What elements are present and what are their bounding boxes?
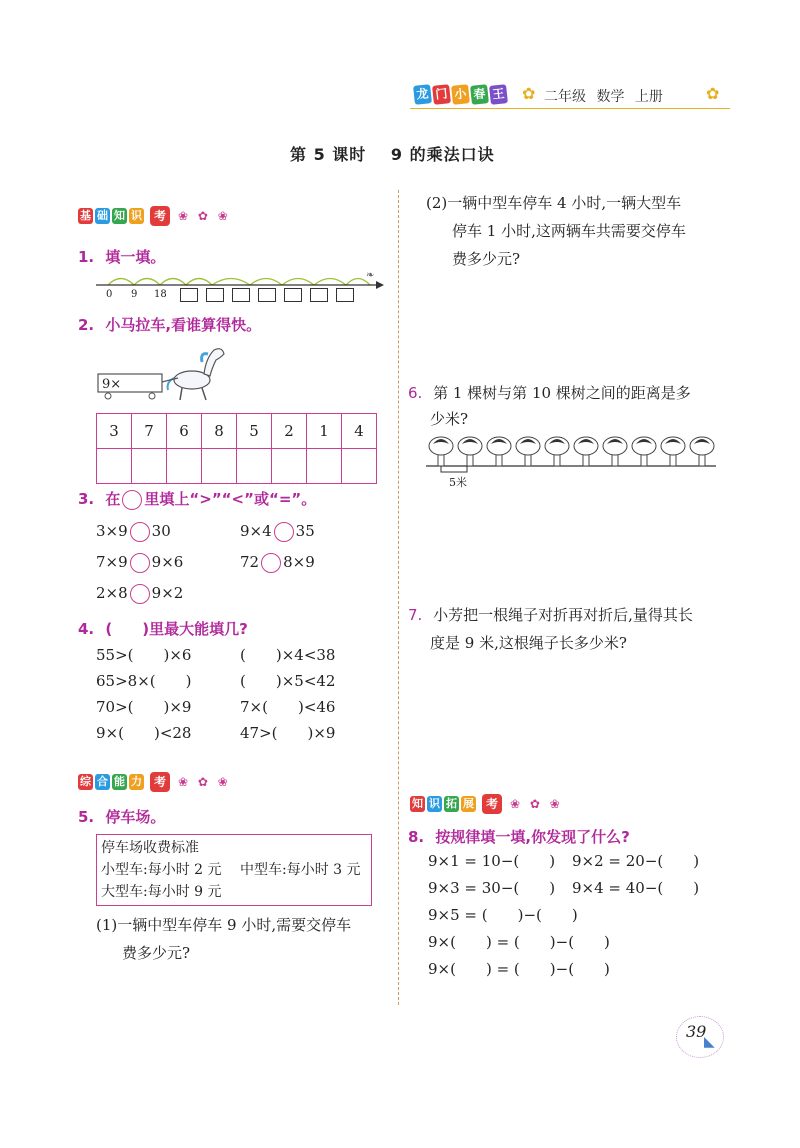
compare-item: 3×9 30 xyxy=(96,522,171,540)
fee-title: 停车场收费标准 xyxy=(101,840,199,856)
jump-arc xyxy=(282,279,314,286)
q3-text-post: 里填上“>”“<”或“=”。 xyxy=(144,490,317,508)
butterfly-icon: ✿ xyxy=(522,84,536,103)
answer-circle[interactable] xyxy=(274,522,294,542)
kao-badge: 考 xyxy=(482,794,502,814)
q7-text: 小芳把一根绳子对折再对折后,量得其长 xyxy=(433,606,693,624)
banner-char: 识 xyxy=(131,209,142,222)
q5-sub2-cont: 费多少元? xyxy=(452,250,521,268)
banner-extension xyxy=(410,794,563,814)
banner-char: 知 xyxy=(114,209,125,222)
pattern-item: 9×2 = 20−( ) xyxy=(572,852,700,870)
fee-large-car: 大型车:每小时 9 元 xyxy=(101,884,222,900)
jump-arc xyxy=(108,279,134,286)
compare-item: 72 8×9 xyxy=(240,553,315,571)
answer-box[interactable] xyxy=(206,288,224,302)
butterfly-icon: ❀ ✿ ❀ xyxy=(510,797,563,811)
cart-wheel xyxy=(105,393,111,399)
banner-char: 础 xyxy=(97,209,108,222)
q1-title xyxy=(78,246,165,267)
fill-item: ( )×5<42 xyxy=(240,672,336,690)
q7-question xyxy=(408,604,693,625)
rabbit-icon: ❧ xyxy=(366,270,375,281)
pattern-item: 9×3 = 30−( ) xyxy=(428,879,556,897)
fill-item: 9×( )<28 xyxy=(96,724,192,742)
banner-char: 基 xyxy=(80,209,91,222)
jump-arc xyxy=(250,279,282,286)
answer-circle[interactable] xyxy=(261,553,281,573)
brand-logo xyxy=(414,84,507,104)
banner-basic-knowledge xyxy=(78,206,231,226)
horse-cart-illustration xyxy=(96,336,236,406)
fill-item: ( )×4<38 xyxy=(240,646,336,664)
banner-char: 合 xyxy=(97,775,108,788)
number-cell: 5 xyxy=(237,414,272,449)
pattern-item: 9×( ) = ( )−( ) xyxy=(428,960,610,978)
tree xyxy=(458,437,482,466)
banner-char: 展 xyxy=(463,797,474,810)
answer-cell[interactable] xyxy=(132,449,167,484)
tree xyxy=(516,437,540,466)
banner-char: 力 xyxy=(131,775,142,788)
header-subject: 数学 xyxy=(596,89,625,105)
number-cell: 6 xyxy=(167,414,202,449)
brand-char: 春 xyxy=(470,84,489,105)
cart-wheel xyxy=(149,393,155,399)
banner-char: 知 xyxy=(412,797,423,810)
table-row xyxy=(97,449,377,484)
fill-item: 70>( )×9 xyxy=(96,698,192,716)
circle-icon xyxy=(122,490,142,510)
brand-char: 小 xyxy=(451,84,470,105)
answer-cell[interactable] xyxy=(167,449,202,484)
fill-item: 55>( )×6 xyxy=(96,646,192,664)
gap-label: 5米 xyxy=(449,476,467,489)
kao-badge: 考 xyxy=(150,206,170,226)
q3-number: 3. xyxy=(78,490,95,508)
fill-item: 65>8×( ) xyxy=(96,672,192,690)
header-book-info xyxy=(544,86,663,106)
tree-row-illustration xyxy=(426,432,720,488)
column-divider xyxy=(398,190,399,1005)
q5-text: 停车场。 xyxy=(105,808,166,826)
number-cell: 2 xyxy=(272,414,307,449)
answer-cell[interactable] xyxy=(202,449,237,484)
number-cell: 1 xyxy=(307,414,342,449)
butterfly-icon: ❀ ✿ ❀ xyxy=(178,209,231,223)
q5-sub2-cont: 停车 1 小时,这两辆车共需要交停车 xyxy=(452,222,686,240)
banner-char: 拓 xyxy=(446,797,457,810)
nl-label: 18 xyxy=(154,289,167,300)
compare-item: 7×9 9×6 xyxy=(96,553,184,571)
q4-title xyxy=(78,618,248,639)
parking-fee-box xyxy=(96,834,372,906)
answer-box[interactable] xyxy=(310,288,328,302)
header-grade: 二年级 xyxy=(544,89,586,105)
answer-cell[interactable] xyxy=(237,449,272,484)
answer-cell[interactable] xyxy=(307,449,342,484)
answer-circle[interactable] xyxy=(130,553,150,573)
answer-box[interactable] xyxy=(232,288,250,302)
kao-badge: 考 xyxy=(150,772,170,792)
number-cell: 3 xyxy=(97,414,132,449)
tree xyxy=(545,437,569,466)
q1-number: 1. xyxy=(78,248,95,266)
tree xyxy=(632,437,656,466)
brand-char: 门 xyxy=(432,84,451,105)
tree xyxy=(574,437,598,466)
q1-text: 填一填。 xyxy=(105,248,166,266)
q5-title xyxy=(78,806,165,827)
fee-small-car: 小型车:每小时 2 元 xyxy=(101,862,222,878)
tree xyxy=(661,437,685,466)
jump-arcs xyxy=(108,279,370,286)
q6-text: 第 1 棵树与第 10 棵树之间的距离是多 xyxy=(433,384,691,402)
fill-item: 47>( )×9 xyxy=(240,724,336,742)
nl-label: 0 xyxy=(106,289,113,300)
q5-number: 5. xyxy=(78,808,95,826)
jump-arc xyxy=(314,279,346,286)
bird-icon: ◣ xyxy=(704,1034,715,1050)
pattern-item: 9×4 = 40−( ) xyxy=(572,879,700,897)
jump-arc xyxy=(134,279,160,286)
compare-item: 2×8 9×2 xyxy=(96,584,184,602)
q6-text-cont: 少米? xyxy=(430,410,469,428)
q7-number: 7. xyxy=(408,606,423,624)
pattern-item: 9×( ) = ( )−( ) xyxy=(428,933,610,951)
banner-char: 识 xyxy=(429,797,440,810)
q4-number: 4. xyxy=(78,620,95,638)
q6-number: 6. xyxy=(408,384,423,402)
jump-arc xyxy=(160,279,186,286)
tree xyxy=(603,437,627,466)
answer-cell[interactable] xyxy=(97,449,132,484)
lesson-title xyxy=(290,142,495,165)
answer-cell[interactable] xyxy=(272,449,307,484)
tree xyxy=(690,437,714,466)
number-cell: 8 xyxy=(202,414,237,449)
lesson-name: 9 的乘法口诀 xyxy=(390,145,495,164)
jump-arc xyxy=(212,279,250,286)
q5-sub1-cont: 费多少元? xyxy=(122,944,191,962)
q2-text: 小马拉车,看谁算得快。 xyxy=(105,316,262,334)
banner-char: 综 xyxy=(80,775,91,788)
q8-title xyxy=(408,826,630,847)
answer-box[interactable] xyxy=(336,288,354,302)
answer-circle[interactable] xyxy=(130,522,150,542)
answer-circle[interactable] xyxy=(130,584,150,604)
brand-char: 王 xyxy=(489,84,508,105)
horse-icon xyxy=(168,349,224,400)
banner-comprehensive xyxy=(78,772,231,792)
header-rule xyxy=(410,108,730,109)
jump-arc xyxy=(186,279,212,286)
q2-number: 2. xyxy=(78,316,95,334)
tree xyxy=(487,437,511,466)
gap-bracket xyxy=(441,466,467,472)
q7-text-cont: 度是 9 米,这根绳子长多少米? xyxy=(430,634,627,652)
answer-box[interactable] xyxy=(258,288,276,302)
q5-sub1: (1)一辆中型车停车 9 小时,需要交停车 xyxy=(96,916,352,934)
q2-title xyxy=(78,314,261,335)
cart-label: 9× xyxy=(102,377,122,392)
answer-cell[interactable] xyxy=(342,449,377,484)
q8-number: 8. xyxy=(408,828,425,846)
q5-sub2: (2)一辆中型车停车 4 小时,一辆大型车 xyxy=(426,194,682,212)
page-number: 39 xyxy=(686,1022,707,1041)
tree xyxy=(429,437,453,466)
axis-arrow xyxy=(376,281,384,289)
pattern-item: 9×5 = ( )−( ) xyxy=(428,906,578,924)
banner-char: 能 xyxy=(114,775,125,788)
butterfly-icon: ❀ ✿ ❀ xyxy=(178,775,231,789)
number-cell: 4 xyxy=(342,414,377,449)
answer-box[interactable] xyxy=(180,288,198,302)
butterfly-icon: ✿ xyxy=(706,84,720,103)
q3-text-pre: 在 xyxy=(105,490,121,508)
fill-item: 7×( )<46 xyxy=(240,698,336,716)
pattern-item: 9×1 = 10−( ) xyxy=(428,852,556,870)
multiplication-table xyxy=(96,413,377,484)
brand-char: 龙 xyxy=(413,84,432,105)
nl-label: 9 xyxy=(131,289,138,300)
answer-box[interactable] xyxy=(284,288,302,302)
fee-row xyxy=(101,859,367,881)
number-cell: 7 xyxy=(132,414,167,449)
compare-item: 9×4 35 xyxy=(240,522,315,540)
q8-text: 按规律填一填,你发现了什么? xyxy=(435,828,630,846)
q6-question xyxy=(408,382,691,403)
table-row xyxy=(97,414,377,449)
fee-mid-car: 中型车:每小时 3 元 xyxy=(239,862,361,878)
lesson-number: 第 5 课时 xyxy=(290,145,367,164)
header-volume: 上册 xyxy=(634,89,663,105)
q3-title xyxy=(78,488,316,510)
q4-text: ( )里最大能填几? xyxy=(105,620,248,638)
